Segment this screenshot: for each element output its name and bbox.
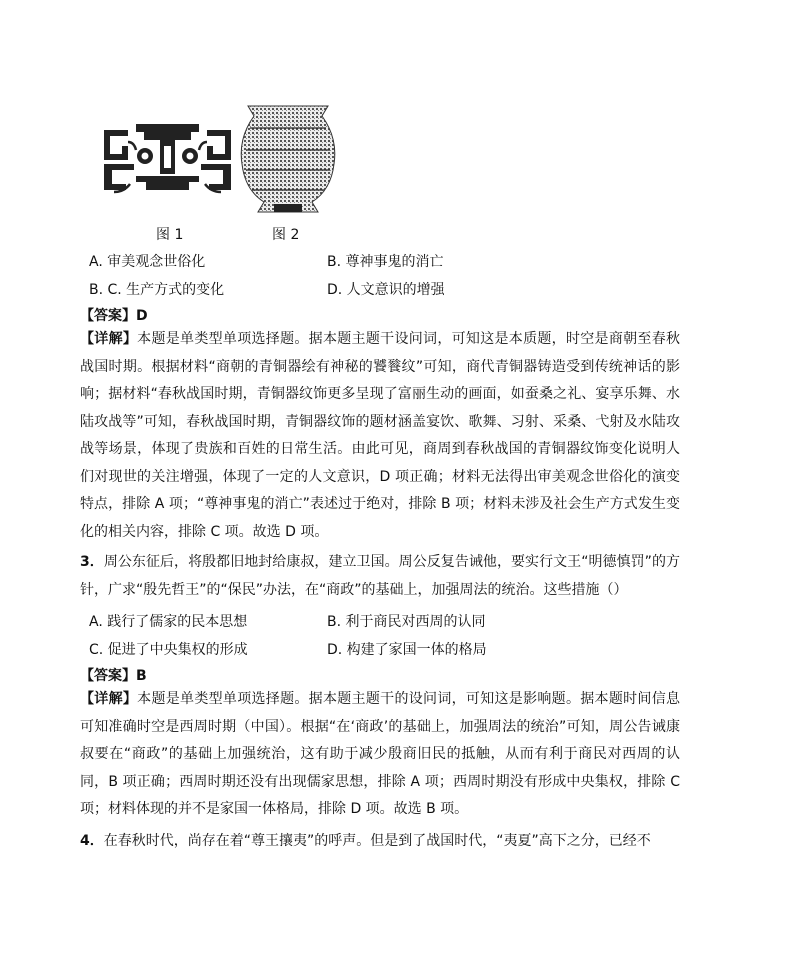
figure-2-caption: 图 2 bbox=[272, 227, 300, 243]
figure-1-taotie-motif bbox=[100, 118, 235, 196]
figure-1-caption: 图 1 bbox=[156, 227, 184, 243]
q3-option-a: A. 践行了儒家的民本思想 bbox=[89, 614, 248, 630]
q3-detail-label: 【详解】 bbox=[80, 691, 138, 707]
q2-answer: 【答案】D bbox=[80, 308, 148, 324]
q4-number: 4． bbox=[80, 833, 104, 849]
q3-stem bbox=[80, 549, 680, 604]
q2-detail-label: 【详解】 bbox=[80, 331, 138, 347]
q2-option-a: A. 审美观念世俗化 bbox=[89, 254, 206, 270]
q2-option-d: D. 人文意识的增强 bbox=[327, 282, 445, 298]
q2-detail bbox=[80, 326, 680, 546]
q2-option-c: B. C. 生产方式的变化 bbox=[89, 282, 225, 298]
q3-option-d: D. 构建了家国一体的格局 bbox=[327, 642, 487, 658]
q3-option-b: B. 利于商民对西周的认同 bbox=[327, 614, 486, 630]
q3-answer: 【答案】B bbox=[80, 668, 147, 684]
q2-option-b: B. 尊神事鬼的消亡 bbox=[327, 254, 444, 270]
q3-detail bbox=[80, 686, 680, 824]
q3-number: 3． bbox=[80, 554, 104, 570]
q4-stem-text: 在春秋时代，尚存在着“尊王攘夷”的呼声。但是到了战国时代，“夷夏”高下之分，已经不 bbox=[103, 833, 651, 849]
q3-detail-text: 本题是单类型单项选择题。据本题主题干的设问词，可知这是影响题。据本题时间信息可知准确时空是西周时期（中国）。根据“在‘商政’的基础上，加强周法的统治”可知，周公告诫康叔要在“商政”的基础上加强统治，这有助于减少殷商旧民的抵触，从而有利于商民对西周的认同，B 项正确；西周时期还没有出现儒家思想，排除 A 项；西周时期没有形成中央集权，排除 C 项；材料体现的并不是家国一体格局，排除 D 项。故选 B 项。 bbox=[80, 691, 680, 817]
q4-stem bbox=[80, 828, 680, 856]
q3-stem-text: 周公东征后，将殷都旧地封给康叔，建立卫国。周公反复告诫他，要实行文王“明德慎罚”的方针，广求“殷先哲王”的“保民”办法，在“商政”的基础上，加强周法的统治。这些措施（） bbox=[80, 554, 680, 598]
q3-option-c: C. 促进了中央集权的形成 bbox=[89, 642, 248, 658]
q2-detail-text: 本题是单类型单项选择题。据本题主题干设问词，可知这是本质题，时空是商朝至春秋战国时期。根据材料“商朝的青铜器绘有神秘的饕餮纹”可知，商代青铜器铸造受到传统神话的影响；据材料“春秋战国时期，青铜器纹饰更多呈现了富丽生动的画面，如蚕桑之礼、宴享乐舞、水陆攻战等”可知，春秋战国时期，青铜器纹饰的题材涵盖宴饮、歌舞、习射、采桑、弋射及水陆攻战等场景，体现了贵族和百姓的日常生活。由此可见，商周到春秋战国的青铜器纹饰变化说明人们对现世的关注增强，体现了一定的人文意识，D 项正确；材料无法得出审美观念世俗化的演变特点，排除 A 项；“尊神事鬼的消亡”表述过于绝对，排除 B 项；材料未涉及社会生产方式发生变化的相关内容，排除 C 项。故选 D 项。 bbox=[80, 331, 680, 540]
figure-2-bronze-vessel bbox=[240, 104, 336, 214]
